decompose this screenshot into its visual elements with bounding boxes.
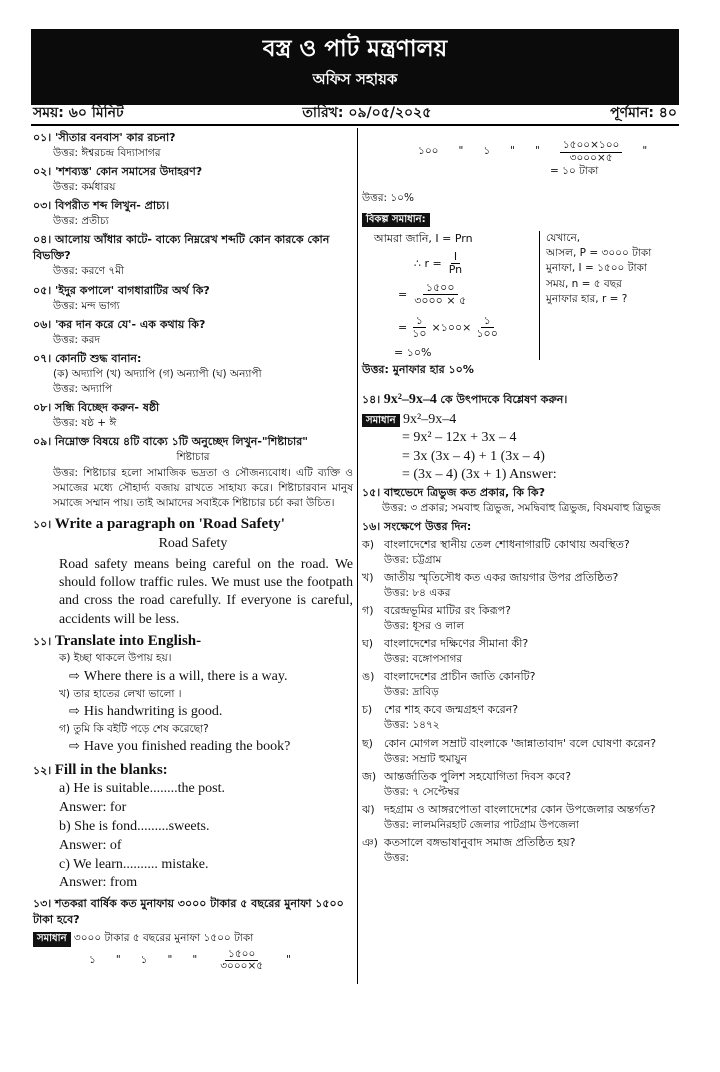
fraction: $\frac{১৫০০\times ১০০}{৩০০০\times ৫}$ — [560, 140, 623, 164]
solution-13-line1: সমাধান ৩০০০ টাকার ৫ বছরের মুনাফা ১৫০০ টাকা — [33, 931, 353, 947]
solution-tag: সমাধান — [33, 932, 71, 947]
question-2: ০২। 'শশব্যস্ত' কোন সমাসের উদাহরণ? — [33, 165, 203, 179]
question-1: ০১। 'সীতার বনবাস' কার রচনা? — [33, 131, 176, 144]
question-10-number: ১০। — [33, 518, 52, 532]
translation-11c: ⇨ Have you finished reading the book? — [69, 737, 291, 754]
answer-15: উত্তর: ৩ প্রকার; সমবাহু ত্রিভুজ, সমদ্বিবাহু ত্রিভুজ, বিষমবাহু ত্রিভুজ — [382, 501, 661, 514]
sub-question — [362, 835, 680, 851]
given-rate: মুনাফার হার, r = ? — [546, 292, 628, 305]
solution-14: সমাধান 9x²–9x–4 = 9x² – 12x + 3x – 4 = 3x (3x – 4) + 1 (3x – 4) = (3x – 4) (3x + 1) Answer: — [362, 411, 680, 485]
sub-question-key: চ) — [362, 703, 373, 717]
solution-13-line3: ১০০ " ১ " " $\frac{১৫০০\times ১০০}{৩০০০\times ৫}$ " — [418, 139, 648, 164]
solution-13-line2: ১ " ১ " " $\frac{১৫০০}{৩০০০\times ৫}$ " — [89, 947, 291, 973]
question-14: ১৪। 9x²–9x–4 কে উৎপাদকে বিশ্লেষণ করুন। — [362, 392, 568, 408]
question-16-list — [362, 537, 680, 867]
ministry-title: বস্ত্র ও পাট মন্ত্রণালয় — [262, 36, 448, 62]
fraction: $\frac{১৫০০}{৩০০০ \times ৫}$ — [414, 281, 467, 308]
question-15: ১৫। বাহুভেদে ত্রিভুজ কত প্রকার, কি কি? — [362, 485, 545, 499]
blank-12c: c) We learn.......... mistake. — [59, 856, 209, 872]
fraction: $\frac{I}{Pn}$ — [448, 249, 463, 277]
blank-12c-answer: Answer: from — [59, 875, 138, 891]
formula-step2: = $\frac{১৫০০}{৩০০০ \times ৫}$ — [374, 282, 539, 307]
right-column — [362, 130, 680, 866]
blank-12a-answer: Answer: for — [59, 799, 127, 815]
given-time: সময়, n = ৫ বছর — [546, 277, 622, 290]
answer-10: Road safety means being careful on the road. We should follow traffic rules. We must use the footpath and cross the road carefully. If everyone is careful, accidents will be less. — [59, 555, 353, 626]
sub-question — [362, 537, 680, 553]
sub-answer: উত্তর: ৮৪ একর — [384, 586, 451, 599]
fraction: $\frac{১৫০০}{৩০০০\times ৫}$ — [220, 947, 264, 973]
sub-answer: উত্তর: ধূসর ও লাল — [384, 619, 465, 632]
answer-9: উত্তর: শিষ্টাচার হলো সামাজিক ভদ্রতা ও সৌজন্যবোধ। এটি ব্যক্তি ও সমাজের মধ্যে সৌহার্দ্য বজায় রাখতে সাহায্য করে। শিষ্টাচারবান মানুষ সমাজে সম্মান পায়। তাই আমাদের সবাইকে শিষ্টাচার চর্চা করা উচিত। — [53, 466, 353, 509]
question-10-text: Write a paragraph on 'Road Safety' — [54, 516, 285, 533]
question-3: ০৩। বিপরীত শব্দ লিখুন- প্রাচ্য। — [33, 199, 170, 213]
alt-solution — [362, 231, 680, 360]
exam-date: তারিখ: ০৯/০৫/২০২৫ — [302, 104, 432, 121]
sub-question-text: কোন মোগল সম্রাট বাংলাকে 'জান্নাতাবাদ' বলে ঘোষণা করেন? — [384, 736, 657, 750]
formula-known: আমরা জানি, I = Prn — [374, 232, 473, 246]
solution-tag: সমাধান — [362, 414, 400, 427]
question-7: ০৭। কোনটি শুদ্ধ বানান: — [33, 351, 142, 365]
question-11-number: ১১। — [33, 635, 52, 649]
sub-question-key: গ) — [362, 603, 374, 617]
translation-11b: ⇨ His handwriting is good. — [69, 702, 223, 719]
formula-result: = ১০% — [394, 345, 432, 359]
sub-question-text: বাংলাদেশের দক্ষিণের সীমানা কী? — [384, 637, 529, 651]
paragraph-title-10: Road Safety — [158, 536, 228, 552]
question-4: ০৪। আলোয় আঁধার কাটে- বাক্যে নিম্নরেখ শব্দটি কোন কারকে কোন বিভক্তি? — [33, 233, 330, 263]
answer-8: উত্তর: ষষ্ঠ + ঈ — [53, 417, 117, 430]
fraction: $\frac{১}{১০০}$ — [476, 314, 498, 341]
sub-question-text: দহগ্রাম ও আঙ্গরপোতা বাংলাদেশের কোন উপজেলার অন্তর্গত? — [384, 802, 656, 816]
sub-question — [362, 570, 680, 586]
sub-answer: উত্তর: চট্টগ্রাম — [384, 553, 442, 566]
sub-question-key: ক) — [362, 537, 374, 551]
sub-question-text: বাংলাদেশের স্থানীয় তেল শোধনাগারটি কোথায় অবস্থিত? — [384, 537, 630, 551]
formula-step3: = $\frac{১}{১০}$ ×১০০× $\frac{১}{১০০}$ — [374, 315, 539, 340]
sub-question-text: বাংলাদেশের প্রাচীন জাতি কোনটি? — [384, 670, 536, 684]
question-12 — [33, 760, 353, 780]
sub-answer: উত্তর: লালমনিরহাট জেলার পাটগ্রাম উপজেলা — [384, 818, 579, 831]
sub-question-key: ঝ) — [362, 802, 375, 816]
sub-answer: উত্তর: ১৪৭২ — [384, 719, 440, 732]
header-banner — [31, 29, 679, 105]
question-5: ০৫। 'ইদুর কপালে' বাগধারাটির অর্থ কি? — [33, 283, 210, 297]
blank-12b: b) She is fond.........sweets. — [59, 818, 210, 834]
answer-2: উত্তর: কর্মধারয় — [53, 181, 116, 194]
question-6: ০৬। 'কর দান করে যে'- এক কথায় কি? — [33, 317, 206, 331]
sentence-11c: গ) তুমি কি বইটি পড়ে শেষ করেছো? — [59, 722, 209, 735]
solution-14-step2: = 3x (3x – 4) + 1 (3x – 4) — [402, 448, 545, 464]
question-10 — [33, 514, 353, 534]
arrow-icon: ⇨ — [69, 737, 80, 753]
sentence-11b: খ) তার হাতের লেখা ভালো । — [59, 687, 182, 700]
answer-7: উত্তর: অদ্যাপি — [53, 383, 113, 396]
column-divider — [357, 128, 358, 984]
solution-14-step1: = 9x² – 12x + 3x – 4 — [402, 430, 517, 446]
sub-answer: উত্তর: সম্রাট হুমায়ুন — [384, 752, 467, 765]
answer-13b: উত্তর: মুনাফার হার ১০% — [362, 363, 474, 377]
sub-question-text: বরেন্দ্রভূমির মাটির রং কিরূপ? — [384, 603, 511, 617]
sub-question — [362, 769, 680, 785]
translation-11a: ⇨ Where there is a will, there is a way. — [69, 667, 288, 684]
alt-solution-heading — [362, 211, 680, 228]
question-16: ১৬। সংক্ষেপে উত্তর দিন: — [362, 519, 472, 533]
answer-5: উত্তর: মন্দ ভাগ্য — [53, 299, 120, 312]
options-7: (ক) অদ্যাপি (খ) অদ্যাপি (গ) অন্যাপী (ঘ) অন্যাপী — [53, 367, 262, 380]
sub-question-key: ছ) — [362, 736, 373, 750]
sub-question-text: আন্তর্জাতিক পুলিশ সহযোগিতা দিবস কবে? — [384, 769, 572, 783]
sub-question-key: জ) — [362, 769, 377, 783]
question-13: ১৩। শতকরা বার্ষিক কত মুনাফায় ৩০০০ টাকার ৫ বছরের মুনাফা ১৫০০ টাকা হবে? — [33, 897, 344, 927]
alt-solution-steps — [362, 231, 540, 360]
sub-question — [362, 802, 680, 818]
question-8: ০৮। সন্ধি বিচ্ছেদ করুন- ষষ্ঠী — [33, 401, 160, 415]
sub-question-text: শের শাহ কবে জন্মগ্রহণ করেন? — [384, 703, 519, 717]
exam-meta — [31, 102, 679, 126]
post-title: অফিস সহায়ক — [312, 70, 398, 88]
given-interest: মুনাফা, I = ১৫০০ টাকা — [546, 262, 647, 275]
solution-14-step3: = (3x – 4) (3x + 1) Answer: — [402, 467, 557, 483]
exam-marks: পূর্ণমান: ৪০ — [610, 104, 677, 121]
answer-6: উত্তর: করদ — [53, 333, 100, 346]
question-11-text: Translate into English- — [54, 633, 202, 650]
sub-question — [362, 669, 680, 685]
sub-question-key: খ) — [362, 570, 374, 584]
sub-question — [362, 702, 680, 718]
given-principal: আসল, P = ৩০০০ টাকা — [546, 247, 652, 260]
given-values — [540, 231, 651, 360]
formula-r: ∴ r = $\frac{I}{Pn}$ — [374, 251, 539, 276]
answer-13: উত্তর: ১০% — [362, 192, 414, 205]
question-12-text: Fill in the blanks: — [54, 761, 168, 778]
alt-solution-tag: বিকল্প সমাধান: — [362, 213, 430, 228]
answer-1: উত্তর: ঈশ্বরচন্দ্র বিদ্যাসাগর — [53, 146, 161, 159]
left-column — [33, 130, 353, 973]
sub-question-key: ঞ) — [362, 836, 378, 850]
exam-time: সময়: ৬০ মিনিট — [33, 104, 124, 121]
question-12-number: ১২। — [33, 763, 52, 777]
sub-question — [362, 603, 680, 619]
given-label: যেখানে, — [546, 232, 581, 245]
arrow-icon: ⇨ — [69, 702, 80, 718]
sub-answer: উত্তর: ৭ সেপ্টেম্বর — [384, 785, 460, 798]
sub-question-key: ঘ) — [362, 637, 374, 651]
sentence-11a: ক) ইচ্ছা থাকলে উপায় হয়। — [59, 652, 172, 665]
fraction: $\frac{১}{১০}$ — [412, 314, 427, 341]
arrow-icon: ⇨ — [69, 667, 80, 683]
answer-4: উত্তর: করণে ৭মী — [53, 265, 125, 278]
blank-12b-answer: Answer: of — [59, 837, 122, 853]
sub-answer: উত্তর: — [384, 852, 410, 865]
sub-question — [362, 636, 680, 652]
blank-12a: a) He is suitable........the post. — [59, 780, 226, 796]
sub-question — [362, 736, 680, 752]
paragraph-title-9: শিষ্টাচার — [176, 451, 210, 464]
answer-3: উত্তর: প্রতীচ্য — [53, 215, 109, 228]
sub-question-key: ঙ) — [362, 670, 375, 684]
sub-question-text: জাতীয় স্মৃতিসৌধ কত একর জায়গার উপর প্রতিষ্ঠিত? — [384, 570, 619, 584]
solution-13-result: = ১০ টাকা — [550, 165, 599, 178]
sub-answer: উত্তর: বঙ্গোপসাগর — [384, 653, 463, 666]
sub-question-text: কতসালে বঙ্গভাষানুবাদ সমাজ প্রতিষ্ঠিত হয়? — [384, 836, 576, 850]
question-9: ০৯। নিম্নোক্ত বিষয়ে ৪টি বাক্যে ১টি অনুচ্ছেদ লিখুন-"শিষ্টাচার" — [33, 435, 309, 449]
sub-answer: উত্তর: দ্রাবিড় — [384, 686, 439, 699]
question-11 — [33, 631, 353, 651]
